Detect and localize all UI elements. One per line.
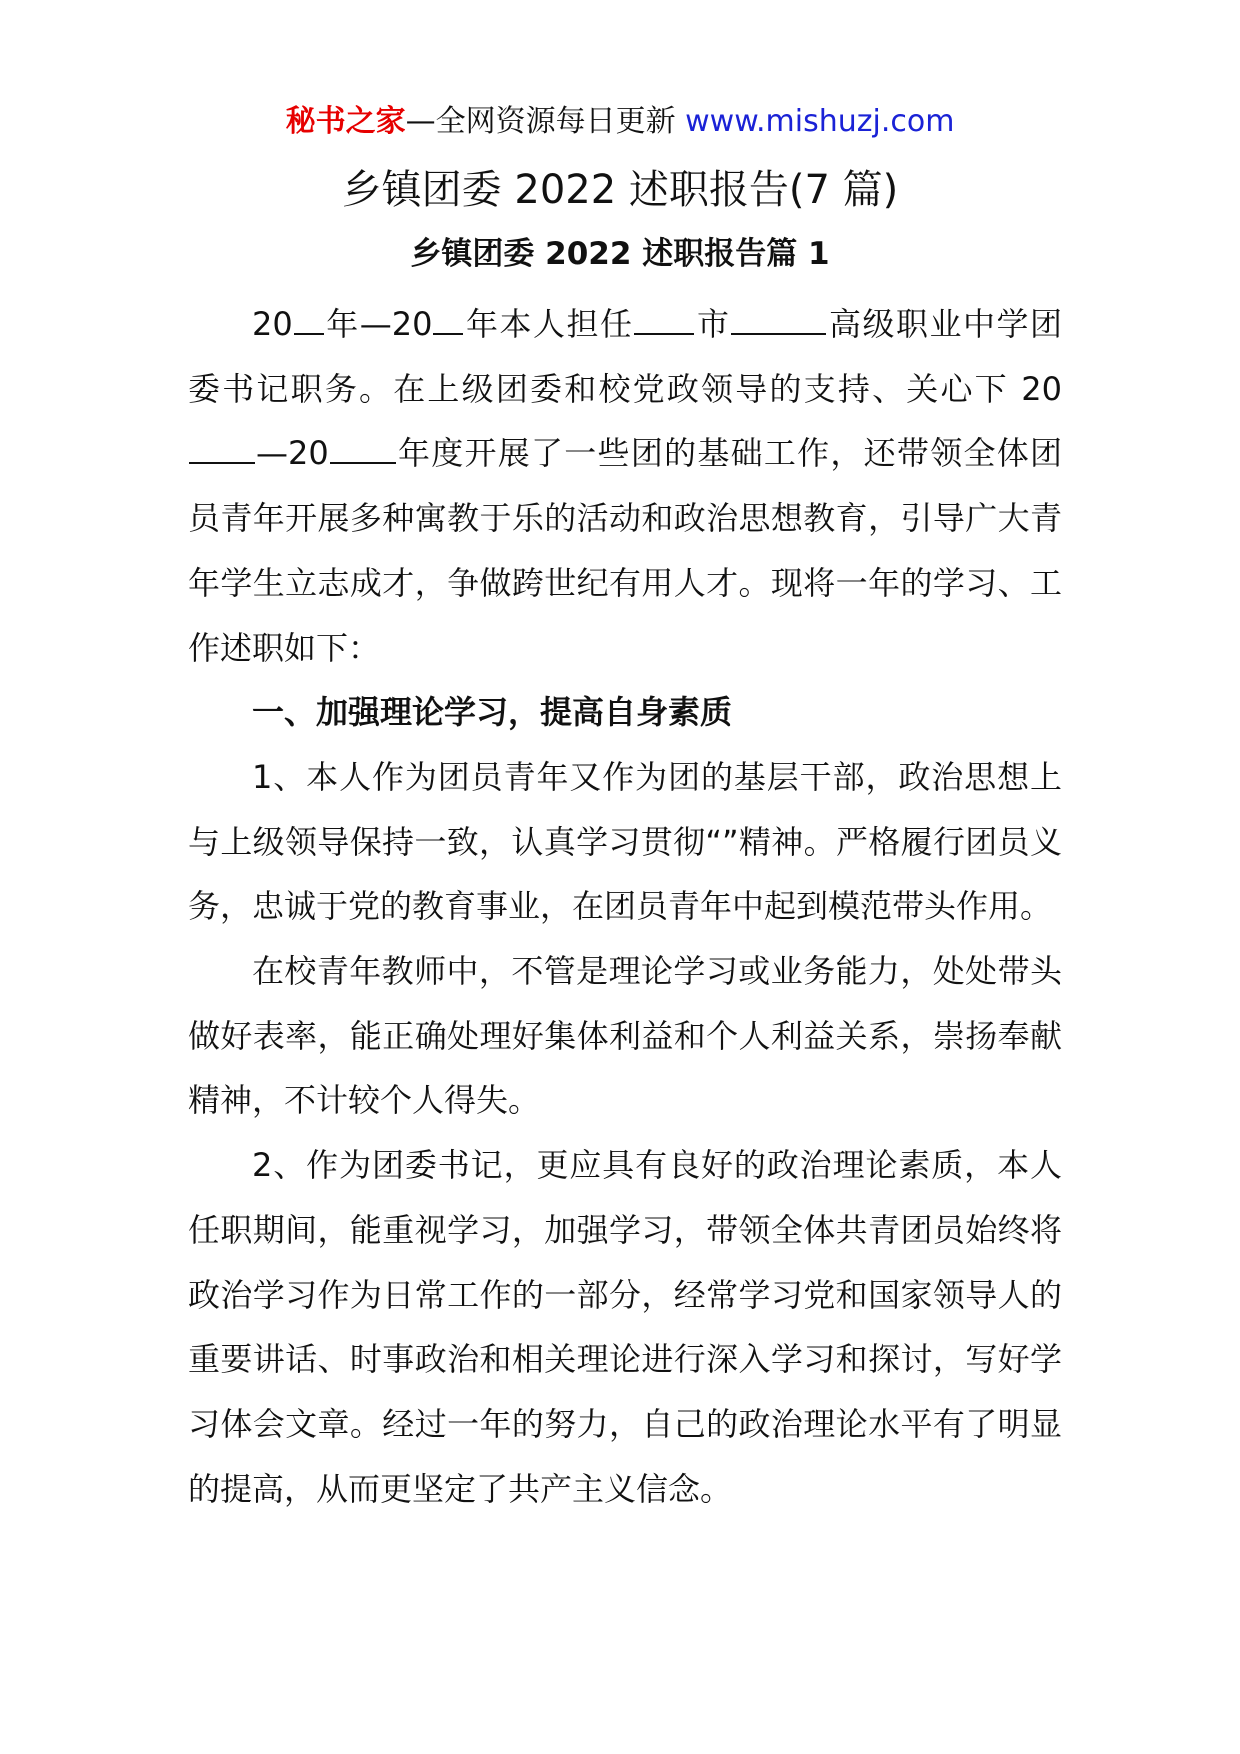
intro-text-6: —20 bbox=[256, 434, 329, 473]
fill-blank bbox=[294, 301, 324, 335]
fill-blank bbox=[731, 301, 826, 335]
site-brand: 秘书之家 bbox=[285, 104, 406, 139]
fill-blank bbox=[634, 301, 694, 335]
intro-text-4: 市 bbox=[695, 305, 731, 343]
section-title: 乡镇团委 2022 述职报告篇 1 bbox=[410, 236, 830, 272]
intro-text-5: 高级职业中学团委书记职务。在上级团委和校党政领导的支持、关心下 20 bbox=[188, 305, 1062, 408]
fill-blank bbox=[189, 430, 255, 464]
paragraph-1: 1、本人作为团员青年又作为团的基层干部，政治思想上与上级领导保持一致，认真学习贯彻“”精神。严格履行团员义务，忠诚于党的教育事业，在团员青年中起到模范带头作用。 bbox=[188, 757, 1062, 926]
fill-blank bbox=[330, 430, 396, 464]
site-slogan: —全网资源每日更新 bbox=[405, 104, 676, 139]
paragraph-3: 2、作为团委书记，更应具有良好的政治理论素质，本人任职期间，能重视学习，加强学习，带领全体共青团员始终将政治学习作为日常工作的一部分，经常学习党和国家领导人的重要讲话、时事政治和相关理论进行深入学习和探讨，写好学习体会文章。经过一年的努力，自己的政治理论水平有了明显的提高，从而更坚定了共产主义信念。 bbox=[188, 1146, 1062, 1508]
site-header bbox=[0, 100, 1240, 144]
document-title: 乡镇团委 2022 述职报告(7 篇) bbox=[341, 167, 899, 213]
fill-blank bbox=[433, 301, 463, 335]
intro-text-1: 20 bbox=[252, 305, 293, 343]
section-heading-1: 一、加强理论学习，提高自身素质 bbox=[252, 693, 733, 732]
paragraph-2: 在校青年教师中，不管是理论学习或业务能力，处处带头做好表率，能正确处理好集体利益和个人利益关系，崇扬奉献精神，不计较个人得失。 bbox=[188, 952, 1062, 1120]
intro-text-2: 年—20 bbox=[324, 305, 433, 343]
document-body bbox=[188, 292, 1062, 1521]
intro-text-3: 年本人担任 bbox=[464, 305, 634, 343]
intro-paragraph bbox=[188, 292, 1062, 680]
site-url-link[interactable]: www.mishuzj.com bbox=[685, 104, 955, 139]
intro-text-7: 年度开展了一些团的基础工作，还带领全体团员青年开展多种寓教于乐的活动和政治思想教育，引导广大青年学生立志成才，争做跨世纪有用人才。现将一年的学习、工作述职如下： bbox=[188, 434, 1062, 667]
